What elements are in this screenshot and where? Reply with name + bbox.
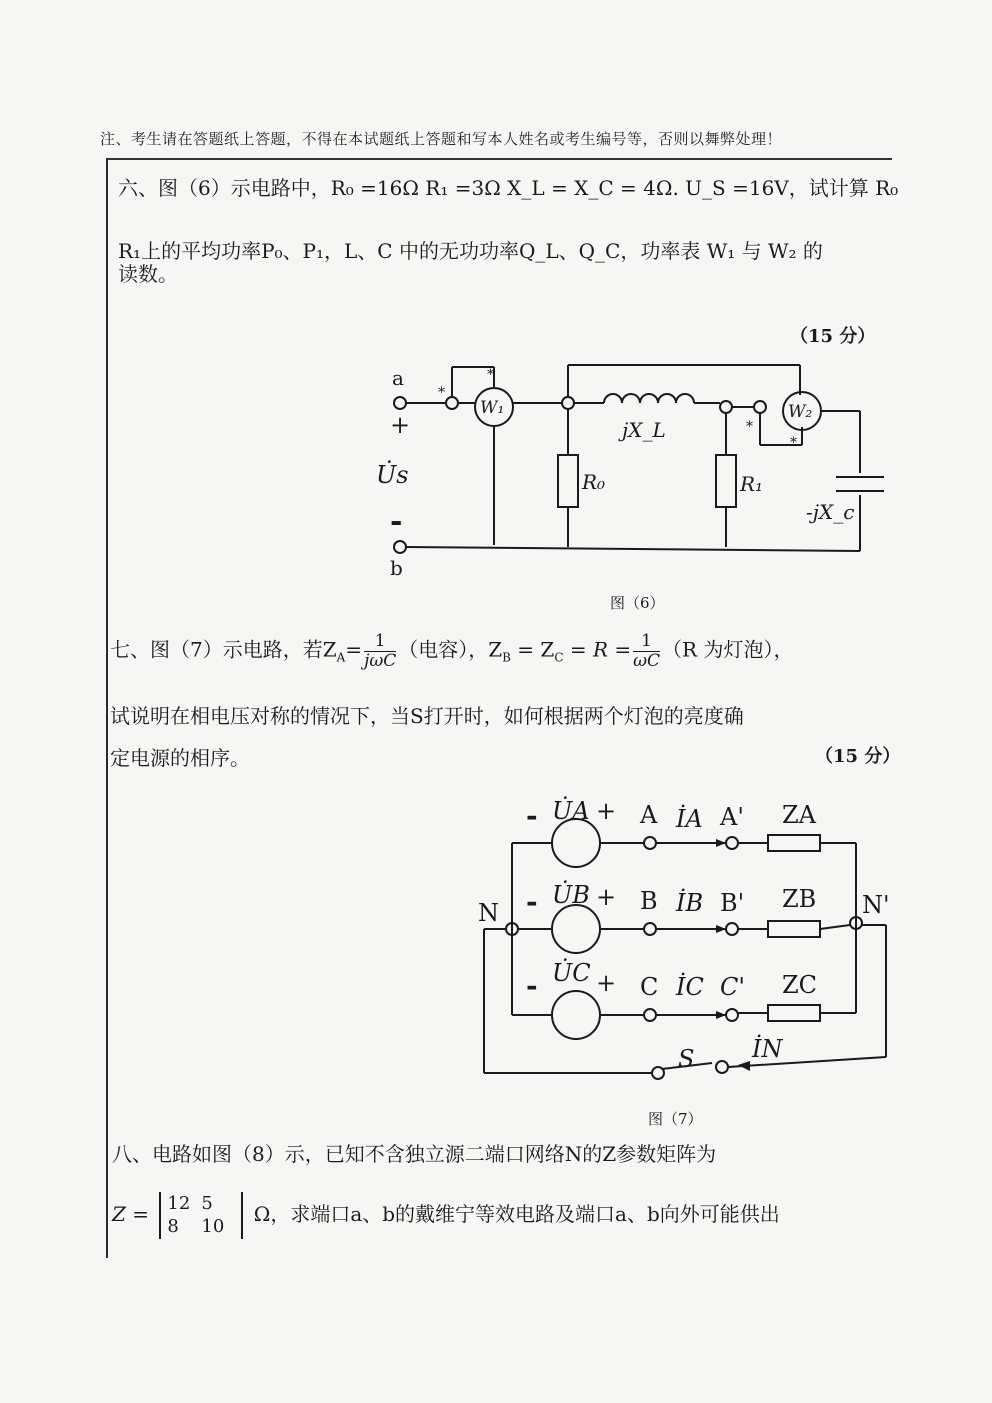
arrow-ib — [716, 925, 726, 933]
label-uc: U̇C — [552, 959, 591, 987]
resistor-r1 — [716, 455, 736, 507]
label-ub: U̇B — [552, 881, 590, 909]
q6-text-line1: 六、图（6）示电路中，R₀ =16Ω R₁ =3Ω X_L = X_C = 4Ω. U_S =16V，试计算 R₀ — [118, 176, 899, 200]
q6-text-line3: 读数。 — [118, 262, 178, 286]
label-ap: A' — [720, 803, 744, 831]
label-a-node: A — [640, 801, 658, 829]
q8-text-line1: 八、电路如图（8）示，已知不含独立源二端口网络N的Z参数矩阵为 — [112, 1142, 717, 1166]
impedance-zc — [768, 1005, 820, 1021]
label-c-node: C — [640, 973, 659, 1001]
label-n: N — [478, 899, 499, 927]
q8-text-line2: Z = 12 5 8 10 Ω，求端口a、b的戴维宁等效电路及端口a、b向外可能供出 — [112, 1193, 780, 1238]
q7-text-line1: 七、图（7）示电路，若$Z_A=$ $\frac{1}{\text{jωC}}$ （电容），$Z_B = Z_C = R$ = $\frac{1}{\omega C}$ （R 为灯泡）， — [110, 631, 794, 671]
label-zc: ZC — [782, 971, 818, 999]
star-w2-voltage: * — [790, 435, 797, 451]
label-bp: B' — [720, 889, 745, 917]
fraction-1-over-wc: $\frac{1}{\omega C}$ — [633, 631, 661, 671]
label-ib: İB — [676, 889, 704, 917]
source-ub — [552, 905, 600, 953]
label-cp: C' — [720, 973, 745, 1001]
label-np: N' — [862, 891, 890, 919]
minus-c: - — [526, 969, 538, 1002]
header-rule — [106, 158, 892, 160]
arrow-ic — [716, 1011, 726, 1019]
label-ua: U̇A — [552, 797, 590, 825]
label-us: U̇s — [376, 461, 409, 489]
z-parameter-matrix: 12 5 8 10 — [159, 1192, 243, 1239]
source-ua — [552, 819, 600, 867]
caption-fig6: 图（6） — [610, 594, 665, 612]
star-w1-voltage: * — [487, 367, 494, 383]
minus-a: - — [526, 799, 538, 832]
label-s: S — [678, 1045, 695, 1073]
label-a: a — [392, 366, 404, 390]
minus-b: - — [526, 885, 538, 918]
label-minus: - — [390, 504, 403, 539]
exam-notice: 注、考生请在答题纸上答题，不得在本试题纸上答题和写本人姓名或考生编号等，否则以舞弊处理！ — [100, 130, 783, 148]
star-w1-current: * — [438, 385, 445, 401]
terminal-b — [394, 541, 406, 553]
inductor-jxl — [604, 394, 694, 403]
left-margin-rule — [106, 158, 108, 1258]
circuit-figure-6 — [370, 355, 890, 585]
label-ic: İC — [676, 973, 704, 1001]
q6-text-line2: R₁上的平均功率P₀、P₁，L、C 中的无功功率Q_L、Q_C，功率表 W₁ 与 W₂ 的 — [118, 239, 823, 263]
label-b-node: B — [640, 887, 658, 915]
label-w1: W₁ — [480, 398, 505, 418]
label-w2: W₂ — [788, 402, 813, 422]
circuit-figure-7 — [470, 795, 890, 1095]
label-za: ZA — [782, 801, 817, 829]
q7-score: （15 分） — [815, 746, 901, 767]
arrow-ia — [716, 839, 726, 847]
star-w2-current: * — [746, 419, 753, 435]
fraction-1-over-jwc: $\frac{1}{\text{jωC}}$ — [364, 631, 397, 671]
q6-score: （15 分） — [790, 326, 876, 347]
plus-c: + — [596, 969, 617, 997]
plus-a: + — [596, 797, 617, 825]
label-r0: R₀ — [582, 470, 606, 494]
label-b: b — [390, 556, 403, 580]
q7-text-line2: 试说明在相电压对称的情况下，当S打开时，如何根据两个灯泡的亮度确 — [110, 704, 744, 728]
resistor-r0 — [558, 455, 578, 507]
label-plus: + — [390, 411, 411, 439]
impedance-za — [768, 835, 820, 851]
caption-fig7: 图（7） — [648, 1110, 703, 1128]
q7-text-line3: 定电源的相序。 — [110, 746, 250, 770]
terminal-a — [394, 397, 406, 409]
label-zb: ZB — [782, 885, 817, 913]
impedance-zb — [768, 921, 820, 937]
plus-b: + — [596, 883, 617, 911]
label-jxc: -jX_c — [806, 500, 855, 524]
label-jxl: jX_L — [622, 418, 666, 442]
source-uc — [552, 991, 600, 1039]
label-r1: R₁ — [740, 472, 764, 496]
label-in: İN — [752, 1035, 783, 1063]
label-ia: İA — [676, 805, 703, 833]
